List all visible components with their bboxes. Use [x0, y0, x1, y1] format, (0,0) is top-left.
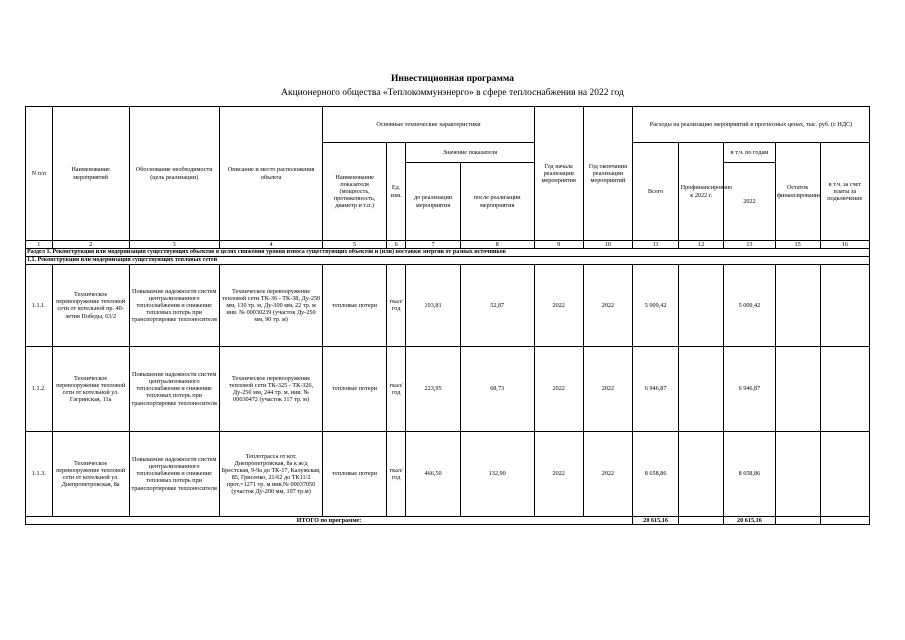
header-unit: Ед. изм. — [386, 143, 405, 241]
row-fee — [820, 264, 869, 346]
row-year-end: 2022 — [583, 346, 632, 431]
column-number: 13 — [724, 241, 775, 249]
column-number: 1 — [26, 241, 53, 249]
header-name: Наименование мероприятий — [52, 107, 129, 241]
totals-financed — [679, 516, 724, 524]
header-total: Всего — [633, 143, 679, 241]
row-num: 1.1.2. — [26, 346, 53, 431]
column-number: 5 — [323, 241, 387, 249]
header-indicator-name: Наименование показателя (мощность, протяженность, диаметр и т.п.) — [323, 143, 387, 241]
row-justification: Повышение надежности систем централизованного теплоснабжения и снижение тепловых потерь при транспортировке теплоносителя — [129, 264, 219, 346]
section-heading: Раздел 1. Реконструкция или модернизация существующих объектов в целях снижения уровня износа существующих объектов и (или) поставки энергии от разных источников — [26, 249, 870, 257]
row-justification: Повышение надежности систем централизованного теплоснабжения и снижение тепловых потерь при транспортировке теплоносителя — [129, 431, 219, 516]
document-subtitle: Акционерного общества «Теплокоммунэнерго» в сфере теплоснабжения на 2022 год — [281, 88, 624, 98]
row-indicator: тепловые потери — [323, 431, 387, 516]
row-unit: гкал/год — [386, 431, 405, 516]
column-number: 4 — [219, 241, 323, 249]
subsection-heading: 1.1. Реконструкция или модернизация существующих тепловых сетей — [26, 257, 870, 265]
row-before: 193,81 — [406, 264, 460, 346]
row-name: Техническое перевооружение тепловой сети от котельной пр. 40-летия Победы, 63/2 — [52, 264, 129, 346]
column-number: 15 — [775, 241, 820, 249]
column-numbers-row — [26, 241, 870, 249]
row-location: Теплотрасса от кот. Днепропетровская, 8а к ж/д Брестская, 9-9а до ТК-17, Калужская, 85, Грисенко, 21/62 до ТК11/2 прот.=1271 тр. м инв.№ 00037050 (участок Ду-200 мм, 197 тр.м) — [219, 431, 323, 516]
header-connection-fee: в т.ч. за счет платы за подключение — [820, 143, 869, 241]
row-location: Техническое перевооружение тепловой сети ТК-36 - ТК-38, Ду-250 мм, 130 тр. м, Ду-300 мм, 22 тр. м инв. № 00030239 (участок Ду-250 мм, 90 тр. м) — [219, 264, 323, 346]
totals-total: 20 615,16 — [633, 516, 679, 524]
header-num: N п/п — [26, 107, 53, 241]
column-number: 10 — [583, 241, 632, 249]
row-year-start: 2022 — [534, 431, 583, 516]
row-num: 1.1.1. — [26, 264, 53, 346]
totals-label: ИТОГО по программе: — [26, 516, 633, 524]
totals-fee — [820, 516, 869, 524]
row-before: 223,95 — [406, 346, 460, 431]
row-2022: 5 009,42 — [724, 264, 775, 346]
row-total: 8 658,86 — [633, 431, 679, 516]
row-year-end: 2022 — [583, 431, 632, 516]
row-indicator: тепловые потери — [323, 346, 387, 431]
row-name: Техническое перевооружение тепловой сети от котельной ул. Днепропетровская, 8а — [52, 431, 129, 516]
row-justification: Повышение надежности систем централизованного теплоснабжения и снижение тепловых потерь при транспортировке теплоносителя — [129, 346, 219, 431]
row-year-end: 2022 — [583, 264, 632, 346]
row-after: 132,90 — [460, 431, 534, 516]
row-financed — [679, 431, 724, 516]
column-number: 8 — [460, 241, 534, 249]
header-tech-group: Основные технические характеристики — [323, 107, 534, 143]
investment-program-table — [25, 106, 870, 525]
row-remainder — [775, 346, 820, 431]
row-year-start: 2022 — [534, 264, 583, 346]
column-number: 11 — [633, 241, 679, 249]
row-fee — [820, 431, 869, 516]
column-number: 7 — [406, 241, 460, 249]
row-year-start: 2022 — [534, 346, 583, 431]
header-values-group: Значение показателя — [406, 143, 534, 163]
header-expenses-group: Расходы на реализацию мероприятий в прогнозных ценах, тыс. руб. (с НДС) — [633, 107, 870, 143]
header-remainder: Остаток финансирования — [775, 143, 820, 241]
row-financed — [679, 264, 724, 346]
header-by-years: в т.ч. по годам — [724, 143, 775, 163]
row-fee — [820, 346, 869, 431]
row-financed — [679, 346, 724, 431]
header-financed: Профинансировано к 2022 г. — [679, 143, 724, 241]
row-name: Техническое перевооружение тепловой сети от котельной ул. Гагринская, 11а — [52, 346, 129, 431]
column-number: 3 — [129, 241, 219, 249]
header-year-2022: 2022 — [724, 163, 775, 241]
table-row — [26, 264, 870, 346]
row-num: 1.1.3. — [26, 431, 53, 516]
row-total: 6 946,87 — [633, 346, 679, 431]
row-location: Техническое перевооружение тепловой сети ТК-325 - ТК-326, Ду-250 мм, 244 тр. м. инв. № 00030472 (участок 117 тр. м) — [219, 346, 323, 431]
row-unit: гкал/год — [386, 346, 405, 431]
row-remainder — [775, 431, 820, 516]
column-number: 6 — [386, 241, 405, 249]
row-total: 5 009,42 — [633, 264, 679, 346]
totals-2022: 20 615,16 — [724, 516, 775, 524]
row-indicator: тепловые потери — [323, 264, 387, 346]
column-number: 12 — [679, 241, 724, 249]
row-unit: гкал/год — [386, 264, 405, 346]
header-year-end: Год окончания реализации мероприятий — [583, 107, 632, 241]
column-number: 9 — [534, 241, 583, 249]
column-number: 16 — [820, 241, 869, 249]
row-2022: 8 658,86 — [724, 431, 775, 516]
row-remainder — [775, 264, 820, 346]
document-title: Инвестиционная программа — [390, 74, 515, 84]
row-after: 68,73 — [460, 346, 534, 431]
header-year-start: Год начала реализации мероприятия — [534, 107, 583, 241]
table-row — [26, 431, 870, 516]
row-after: 52,87 — [460, 264, 534, 346]
row-before: 466,50 — [406, 431, 460, 516]
column-number: 2 — [52, 241, 129, 249]
header-justification: Обоснование необходимости (цель реализации) — [129, 107, 219, 241]
totals-remainder — [775, 516, 820, 524]
totals-row — [26, 516, 870, 524]
table-row — [26, 346, 870, 431]
row-2022: 6 946,87 — [724, 346, 775, 431]
header-after: после реализации мероприятия — [460, 163, 534, 241]
header-location: Описание и место расположения объекта — [219, 107, 323, 241]
header-before: до реализации мероприятия — [406, 163, 460, 241]
